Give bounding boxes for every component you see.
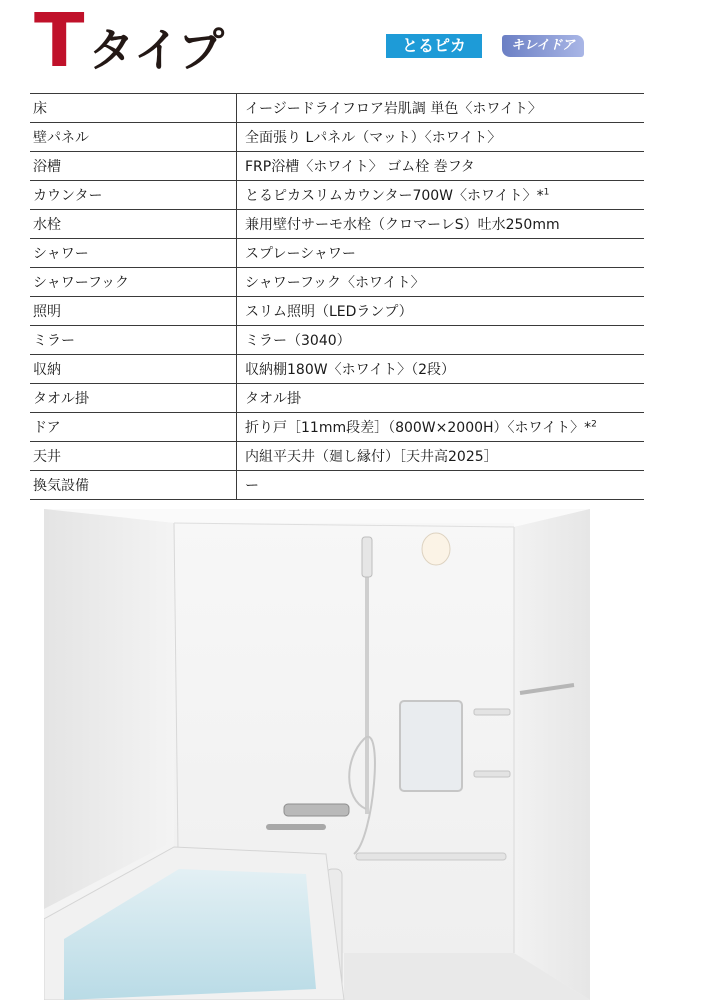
spec-value xyxy=(237,268,645,297)
spec-value-text: スプレーシャワー xyxy=(245,246,356,262)
spec-row xyxy=(30,442,644,471)
kireidoor-badge: キレイドア xyxy=(502,35,584,57)
spec-row xyxy=(30,297,644,326)
spec-label: ミラー xyxy=(30,326,237,355)
title-letter: T xyxy=(34,0,83,84)
spec-label: 照明 xyxy=(30,297,237,326)
spec-value xyxy=(237,384,645,413)
faucet xyxy=(284,804,349,816)
shelf-lower xyxy=(474,771,510,777)
spec-row xyxy=(30,268,644,297)
spec-row xyxy=(30,94,644,123)
light-fixture xyxy=(422,533,450,565)
spec-value-text: ー xyxy=(245,478,259,494)
faucet-spout xyxy=(266,824,326,830)
spec-value-text: 内組平天井（廻し縁付）［天井高2025］ xyxy=(245,449,498,465)
spec-value xyxy=(237,152,645,181)
spec-value-text: スリム照明（LEDランプ） xyxy=(245,304,413,320)
spec-value-text: とるピカスリムカウンター700W〈ホワイト〉* xyxy=(245,188,544,204)
spec-row xyxy=(30,210,644,239)
spec-value xyxy=(237,442,645,471)
spec-label: シャワーフック xyxy=(30,268,237,297)
shower-head xyxy=(362,537,372,577)
spec-value-text: FRP浴槽〈ホワイト〉 ゴム栓 巻フタ xyxy=(245,159,475,175)
spec-row xyxy=(30,384,644,413)
spec-label: 収納 xyxy=(30,355,237,384)
spec-label: 浴槽 xyxy=(30,152,237,181)
spec-value xyxy=(237,355,645,384)
spec-row xyxy=(30,152,644,181)
spec-value xyxy=(237,123,645,152)
spec-label: タオル掛 xyxy=(30,384,237,413)
spec-value-text: タオル掛 xyxy=(245,391,301,407)
spec-row xyxy=(30,181,644,210)
spec-value-text: ミラー（3040） xyxy=(245,333,351,349)
spec-value xyxy=(237,471,645,500)
spec-label: カウンター xyxy=(30,181,237,210)
feature-badges xyxy=(386,34,584,58)
spec-row xyxy=(30,123,644,152)
spec-value xyxy=(237,297,645,326)
spec-value-text: 全面張り Lパネル（マット）〈ホワイト〉 xyxy=(245,130,502,146)
footnote-mark: 2 xyxy=(591,419,597,430)
spec-label: 床 xyxy=(30,94,237,123)
torupika-badge: とるピカ xyxy=(386,34,482,58)
bathroom-photo xyxy=(44,509,590,1000)
left-wall xyxy=(44,509,178,909)
spec-value-text: シャワーフック〈ホワイト〉 xyxy=(245,275,425,291)
spec-row xyxy=(30,355,644,384)
spec-label: 換気設備 xyxy=(30,471,237,500)
counter xyxy=(356,853,506,860)
spec-label: シャワー xyxy=(30,239,237,268)
spec-label: 天井 xyxy=(30,442,237,471)
spec-row xyxy=(30,326,644,355)
spec-table xyxy=(30,93,644,500)
spec-value xyxy=(237,326,645,355)
right-wall xyxy=(514,509,590,1000)
spec-value-text: 折り戸［11mm段差］（800W×2000H）〈ホワイト〉* xyxy=(245,420,592,436)
footnote-mark: 1 xyxy=(543,187,550,198)
spec-row xyxy=(30,239,644,268)
spec-value-text: イージードライフロア岩肌調 単色〈ホワイト〉 xyxy=(245,101,542,117)
spec-value-text: 兼用壁付サーモ水栓（クロマーレS）吐水250mm xyxy=(245,217,560,233)
spec-label: 壁パネル xyxy=(30,123,237,152)
spec-label: ドア xyxy=(30,413,237,442)
title-text: タイプ xyxy=(88,23,225,77)
mirror xyxy=(400,701,462,791)
shelf-upper xyxy=(474,709,510,715)
spec-value xyxy=(237,94,645,123)
shower-rail xyxy=(365,539,369,814)
spec-row xyxy=(30,413,644,442)
spec-value xyxy=(237,413,645,442)
spec-value xyxy=(237,210,645,239)
page-title xyxy=(34,0,225,84)
spec-value xyxy=(237,181,645,210)
spec-value xyxy=(237,239,645,268)
spec-row xyxy=(30,471,644,500)
spec-label: 水栓 xyxy=(30,210,237,239)
spec-value-text: 収納棚180W〈ホワイト〉（2段） xyxy=(245,362,456,378)
